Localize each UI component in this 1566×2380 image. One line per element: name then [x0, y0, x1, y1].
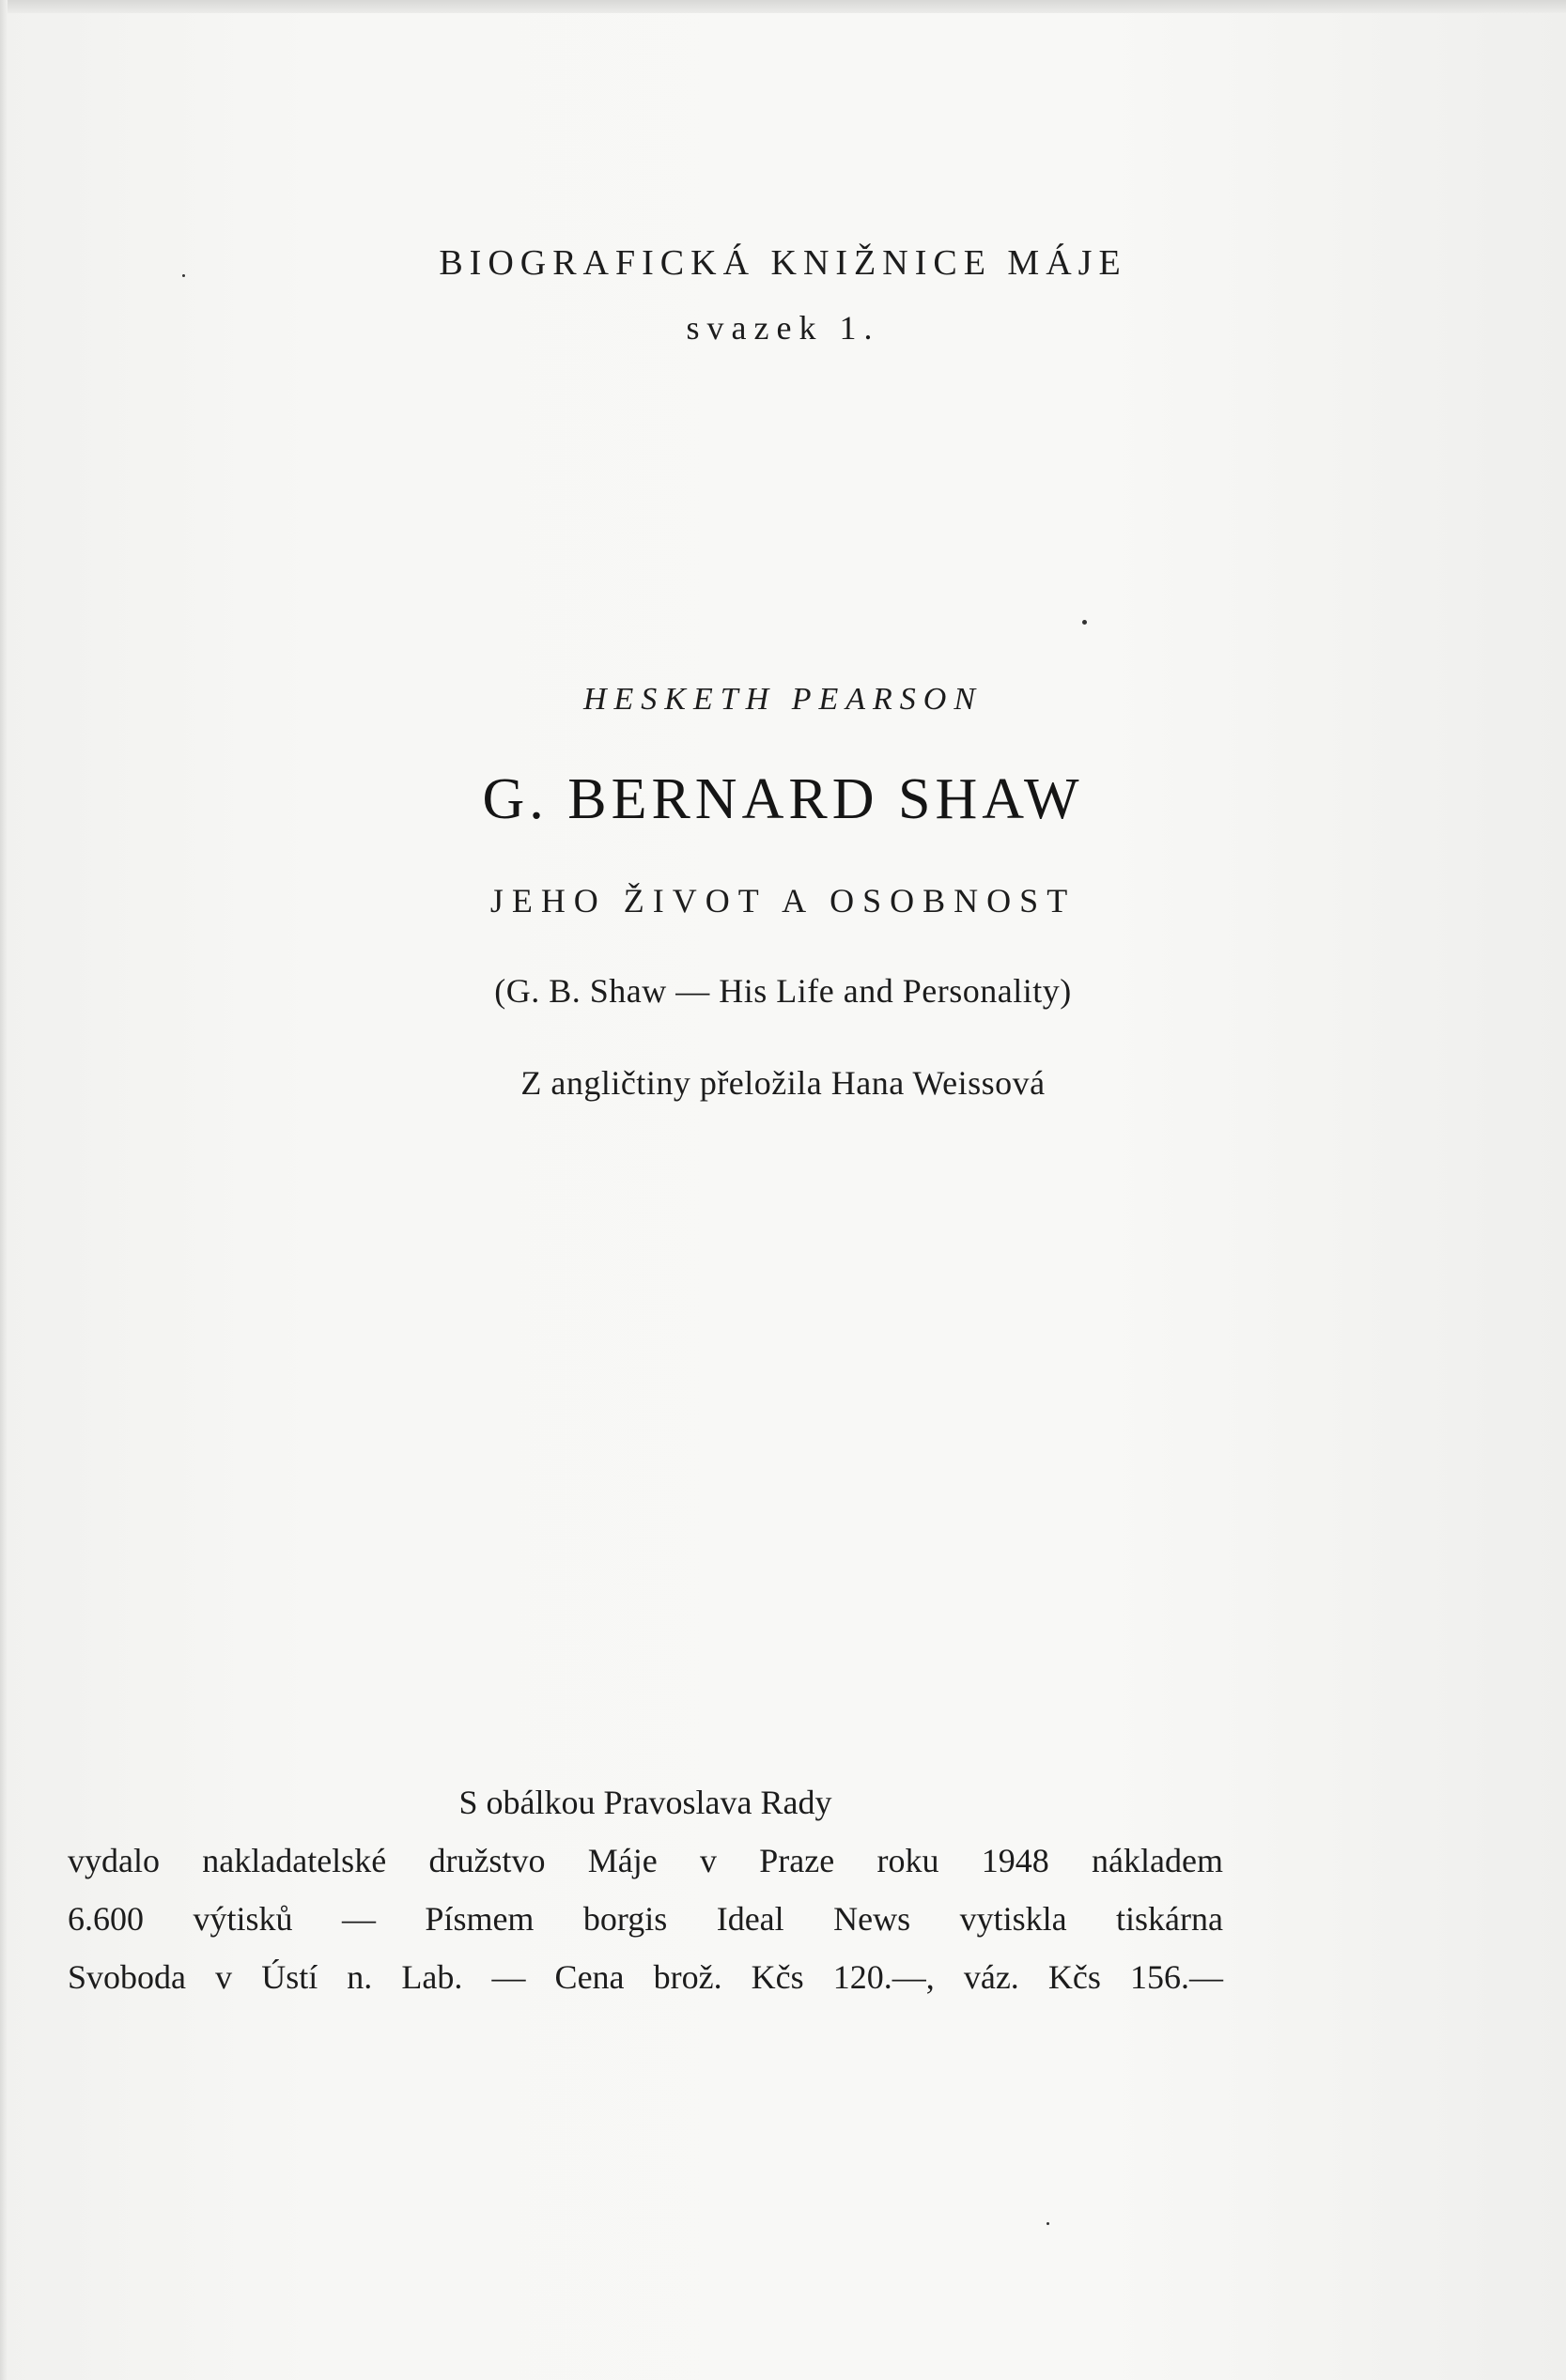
paper-speck: [1082, 620, 1087, 625]
publisher-line: vydalo nakladatelské družstvo Máje v Praze roku 1948 nákladem: [68, 1842, 1223, 1879]
imprint-block: [68, 1773, 1223, 2006]
paper-speck: [1047, 2222, 1049, 2225]
page-top-edge-shadow: [0, 0, 1566, 13]
author-name: HESKETH PEARSON: [582, 682, 984, 717]
series-title: BIOGRAFICKÁ KNIŽNICE MÁJE: [439, 243, 1127, 283]
translator-credit: Z angličtiny přeložila Hana Weissová: [520, 1064, 1046, 1102]
volume-number: svazek 1.: [686, 309, 880, 347]
book-title: G. BERNARD SHAW: [482, 767, 1084, 831]
cover-credit-line: S obálkou Pravoslava Rady: [458, 1784, 832, 1821]
print-run-line: 6.600 výtisků — Písmem borgis Ideal News vytiskla tiskárna: [68, 1900, 1223, 1938]
paper-speck: [182, 274, 185, 277]
price-line: Svoboda v Ústí n. Lab. — Cena brož. Kčs 120.—, váz. Kčs 156.—: [68, 1958, 1223, 1996]
page-left-edge-shadow: [0, 0, 8, 2380]
book-subtitle: JEHO ŽIVOT A OSOBNOST: [489, 882, 1077, 920]
original-title: (G. B. Shaw — His Life and Personality): [494, 972, 1072, 1010]
